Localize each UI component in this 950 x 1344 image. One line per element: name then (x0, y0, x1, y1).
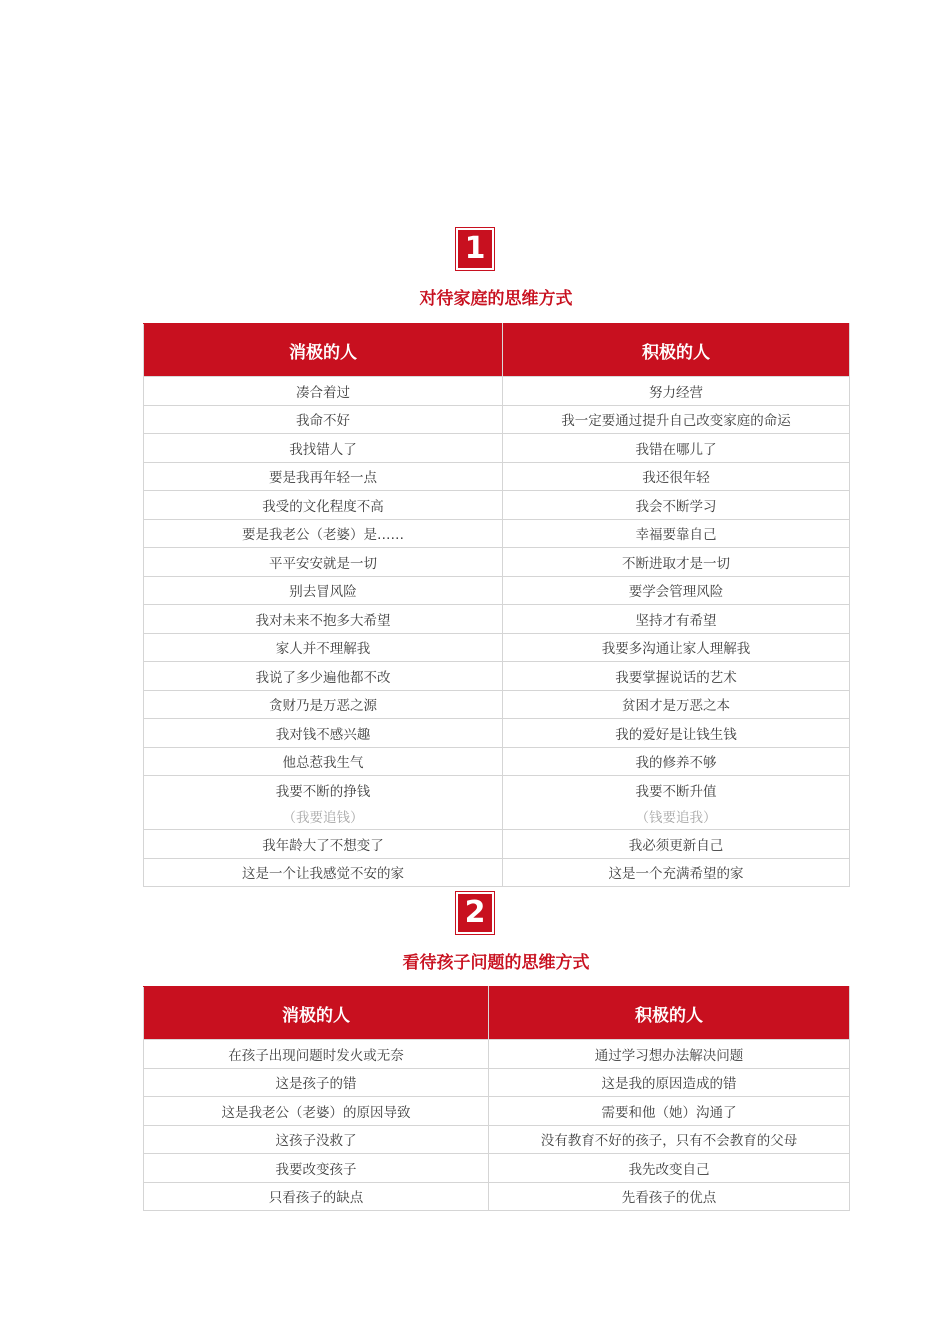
cell-text: 我要改变孩子 (275, 1161, 357, 1178)
cell-negative (144, 719, 503, 748)
cell-text: 努力经营 (649, 384, 703, 401)
cell-text: 我命不好 (296, 413, 350, 430)
header-negative: 消极的人 (144, 987, 489, 1040)
cell-negative (144, 1182, 489, 1211)
cell-text: 不断进取才是一切 (622, 555, 730, 572)
cell-text: 只看孩子的缺点 (268, 1190, 364, 1207)
cell-text: 贪财乃是万恶之源 (269, 698, 377, 715)
header-positive: 积极的人 (503, 324, 850, 377)
cell-positive (489, 1125, 850, 1154)
section-number-badge: 2 (458, 894, 492, 932)
cell-positive (503, 434, 850, 463)
cell-text: 我必须更新自己 (628, 837, 724, 854)
cell-negative (144, 434, 503, 463)
cell-negative (144, 776, 503, 830)
cell-subtext: （我要追钱） (282, 809, 364, 826)
cell-text: 他总惹我生气 (282, 755, 364, 772)
cell-text: 先看孩子的优点 (621, 1190, 717, 1207)
table-row (144, 377, 850, 406)
cell-text: 需要和他（她）沟通了 (601, 1104, 737, 1121)
cell-negative (144, 1154, 489, 1183)
comparison-table (143, 323, 850, 887)
cell-text: 我要掌握说话的艺术 (615, 669, 737, 686)
cell-text: 这是一个充满希望的家 (608, 866, 744, 883)
table-row (144, 830, 850, 859)
table-row (144, 747, 850, 776)
table-row (144, 690, 850, 719)
cell-negative (144, 1040, 489, 1069)
table-header-row (144, 324, 850, 377)
table-row (144, 776, 850, 830)
cell-text: 这是孩子的错 (275, 1076, 357, 1093)
comparison-table (143, 986, 850, 1211)
cell-positive (503, 576, 850, 605)
table-row (144, 519, 850, 548)
cell-positive (489, 1040, 850, 1069)
cell-negative (144, 690, 503, 719)
cell-negative (144, 858, 503, 887)
cell-text: 通过学习想办法解决问题 (594, 1047, 744, 1064)
cell-negative (144, 405, 503, 434)
table-row (144, 858, 850, 887)
cell-text: 别去冒风险 (289, 584, 357, 601)
cell-text: 我说了多少遍他都不改 (255, 669, 391, 686)
cell-positive (503, 462, 850, 491)
cell-negative (144, 747, 503, 776)
table-row (144, 405, 850, 434)
table-row (144, 1040, 850, 1069)
section-title: 看待孩子问题的思维方式 (402, 953, 590, 973)
cell-text: 这是一个让我感觉不安的家 (242, 866, 404, 883)
table-row (144, 1154, 850, 1183)
cell-negative (144, 548, 503, 577)
table-row (144, 548, 850, 577)
cell-negative (144, 662, 503, 691)
cell-positive (503, 633, 850, 662)
header-positive: 积极的人 (489, 987, 850, 1040)
cell-text: 贫困才是万恶之本 (622, 698, 730, 715)
cell-positive (489, 1182, 850, 1211)
cell-negative (144, 576, 503, 605)
cell-negative (144, 605, 503, 634)
header-negative: 消极的人 (144, 324, 503, 377)
cell-text: 我受的文化程度不高 (262, 498, 384, 515)
cell-text: 这孩子没救了 (275, 1133, 357, 1150)
cell-text: 坚持才有希望 (635, 612, 717, 629)
table-row (144, 1068, 850, 1097)
cell-text: 我的修养不够 (635, 755, 717, 772)
cell-text: 我还很年轻 (642, 470, 710, 487)
table-row (144, 434, 850, 463)
cell-text: 家人并不理解我 (275, 641, 371, 658)
cell-negative (144, 462, 503, 491)
cell-negative (144, 377, 503, 406)
cell-text: 要是我老公（老婆）是…… (242, 527, 404, 544)
table-row (144, 462, 850, 491)
cell-text: 我要不断的挣钱 (275, 783, 371, 800)
cell-negative (144, 1125, 489, 1154)
cell-text: 我要不断升值 (635, 783, 717, 800)
table-row (144, 719, 850, 748)
cell-negative (144, 1068, 489, 1097)
cell-text: 凑合着过 (296, 384, 350, 401)
cell-text: 要是我再年轻一点 (269, 470, 377, 487)
cell-negative (144, 1097, 489, 1126)
cell-text: 我会不断学习 (635, 498, 717, 515)
cell-positive (503, 662, 850, 691)
section-number-badge: 1 (458, 230, 492, 268)
cell-text: 没有教育不好的孩子，只有不会教育的父母 (540, 1133, 798, 1150)
cell-text: 这是我老公（老婆）的原因导致 (221, 1104, 411, 1121)
cell-positive (503, 519, 850, 548)
cell-text: 我年龄大了不想变了 (262, 837, 384, 854)
table-row (144, 1097, 850, 1126)
cell-text: 我要多沟通让家人理解我 (601, 641, 751, 658)
table-row (144, 1182, 850, 1211)
cell-text: 要学会管理风险 (628, 584, 724, 601)
table-row (144, 491, 850, 520)
cell-text: 平平安安就是一切 (269, 555, 377, 572)
section-title: 对待家庭的思维方式 (419, 289, 573, 309)
cell-text: 幸福要靠自己 (635, 527, 717, 544)
cell-text: 我对钱不感兴趣 (275, 726, 371, 743)
cell-positive (503, 690, 850, 719)
cell-positive (503, 491, 850, 520)
cell-negative (144, 519, 503, 548)
cell-positive (503, 377, 850, 406)
cell-text: 我对未来不抱多大希望 (255, 612, 391, 629)
cell-positive (503, 719, 850, 748)
table-row (144, 1125, 850, 1154)
cell-text: 我找错人了 (289, 441, 357, 458)
cell-negative (144, 633, 503, 662)
cell-positive (503, 747, 850, 776)
cell-positive (503, 548, 850, 577)
cell-positive (503, 776, 850, 830)
cell-positive (503, 830, 850, 859)
cell-text: 在孩子出现问题时发火或无奈 (228, 1047, 404, 1064)
table-row (144, 633, 850, 662)
cell-positive (489, 1097, 850, 1126)
cell-text: 我一定要通过提升自己改变家庭的命运 (561, 413, 791, 430)
table-row (144, 662, 850, 691)
cell-subtext: （钱要追我） (635, 809, 717, 826)
table-row (144, 605, 850, 634)
cell-negative (144, 830, 503, 859)
cell-positive (503, 405, 850, 434)
table-header-row (144, 987, 850, 1040)
cell-text: 这是我的原因造成的错 (601, 1076, 737, 1093)
cell-positive (503, 605, 850, 634)
cell-negative (144, 491, 503, 520)
table-row (144, 576, 850, 605)
cell-text: 我错在哪儿了 (635, 441, 717, 458)
cell-text: 我先改变自己 (628, 1161, 710, 1178)
cell-positive (489, 1068, 850, 1097)
cell-positive (503, 858, 850, 887)
cell-positive (489, 1154, 850, 1183)
cell-text: 我的爱好是让钱生钱 (615, 726, 737, 743)
